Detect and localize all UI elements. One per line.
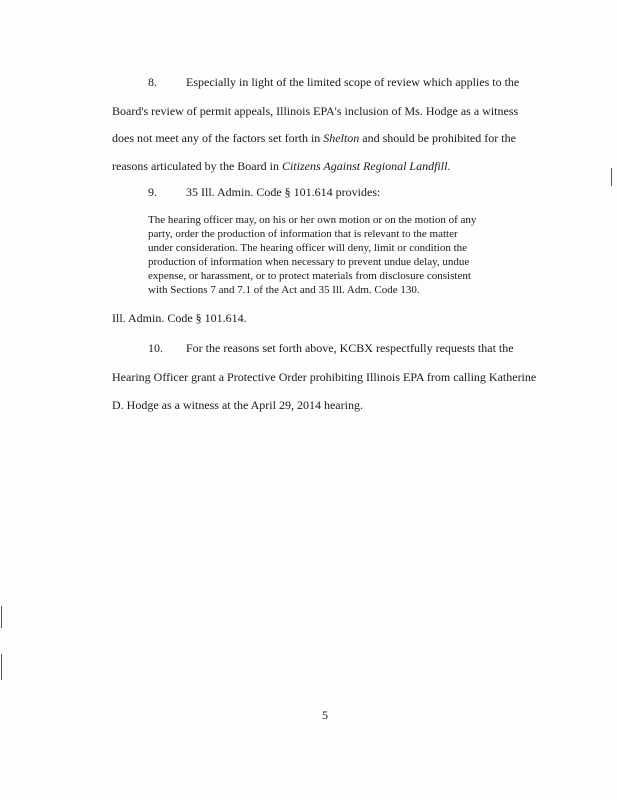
quote-line: expense, or harassment, or to protect materials from disclosure consistent (148, 270, 471, 282)
text-run: and should be prohibited for the (359, 131, 516, 145)
scan-mark-right (611, 168, 612, 186)
paragraph-line: D. Hodge as a witness at the April 29, 2014 hearing. (112, 398, 363, 412)
scan-mark-left-1 (1, 606, 2, 628)
paragraph-line (112, 159, 450, 173)
quote-line: The hearing officer may, on his or her own motion or on the motion of any (148, 214, 477, 226)
case-name: Citizens Against Regional Landfill (281, 159, 448, 173)
quote-line: with Sections 7 and 7.1 of the Act and 35 Ill. Adm. Code 130. (148, 284, 420, 296)
text-run: . (447, 159, 451, 173)
text-run: reasons articulated by the Board in (112, 159, 282, 173)
text-run: does not meet any of the factors set forth in (112, 131, 324, 145)
quote-line: under consideration. The hearing officer will deny, limit or condition the (148, 242, 468, 254)
quote-line: production of information when necessary to prevent undue delay, undue (148, 256, 470, 268)
paragraph-line: Especially in light of the limited scope of review which applies to the (186, 75, 520, 89)
citation: Ill. Admin. Code § 101.614. (112, 311, 247, 325)
paragraph-line: Board's review of permit appeals, Illinois EPA's inclusion of Ms. Hodge as a witness (112, 104, 519, 118)
paragraph-number: 10. (148, 341, 163, 355)
quote-line: party, order the production of information that is relevant to the matter (148, 228, 458, 240)
page-number: 5 (322, 708, 328, 722)
paragraph-line: For the reasons set forth above, KCBX respectfully requests that the (186, 341, 514, 355)
paragraph-line: Hearing Officer grant a Protective Order prohibiting Illinois EPA from calling Katherine (112, 370, 537, 384)
case-name: Shelton (323, 131, 360, 145)
paragraph-line (112, 131, 516, 145)
scan-mark-left-2 (1, 654, 2, 680)
paragraph-line: 35 Ill. Admin. Code § 101.614 provides: (186, 185, 381, 199)
paragraph-number: 8. (148, 75, 157, 89)
paragraph-number: 9. (148, 185, 157, 199)
